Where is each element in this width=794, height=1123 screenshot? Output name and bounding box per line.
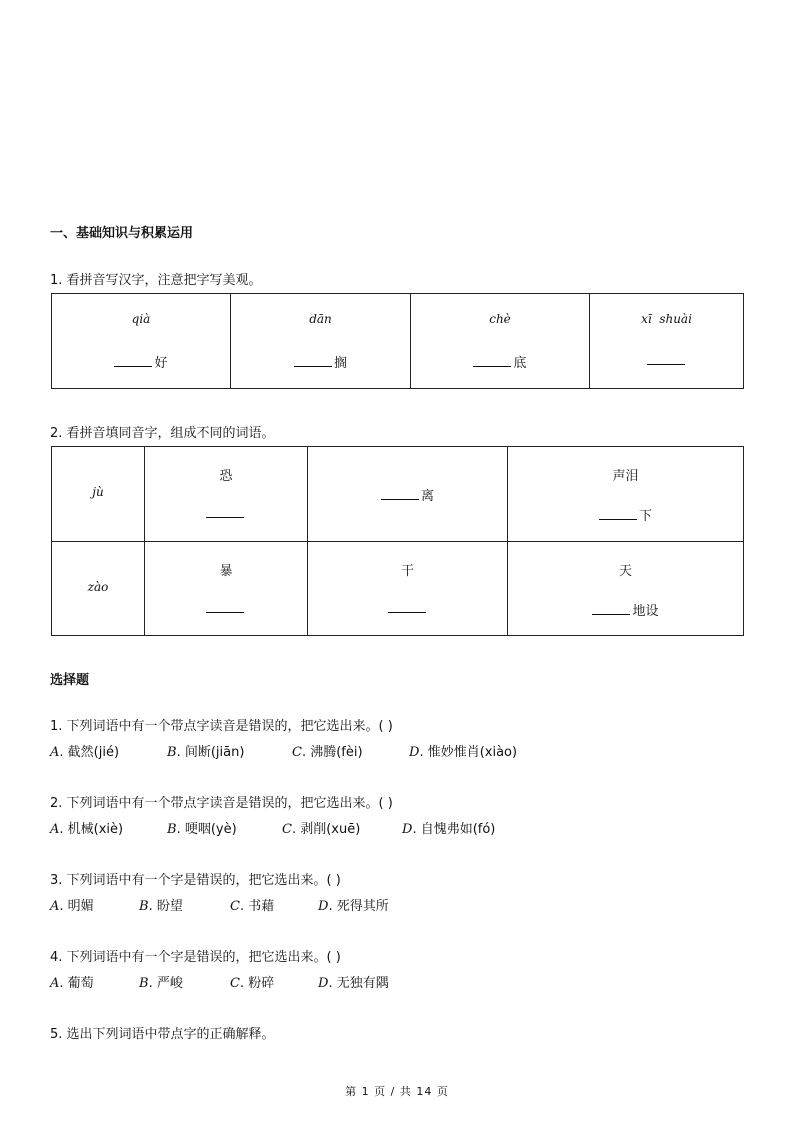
- choice-question-4-title: 4. 下列词语中有一个字是错误的，把它选出来。( ): [50, 950, 341, 965]
- choice-question-5-title: 5. 选出下列词语中带点字的正确解释。: [50, 1027, 275, 1042]
- answer-row: [308, 485, 507, 504]
- answer-suffix: 离: [420, 489, 434, 504]
- choice-question-2-options: [50, 818, 750, 836]
- answer-blank[interactable]: [206, 600, 244, 613]
- answer-row: [308, 600, 507, 617]
- pinyin-text: dān: [309, 312, 332, 326]
- word-cell: [145, 447, 308, 542]
- pinyin-cell: [52, 294, 231, 389]
- pinyin-cell: [411, 294, 590, 389]
- word-top: 干: [400, 564, 414, 579]
- pinyin-cell: [231, 294, 411, 389]
- answer-blank[interactable]: [592, 602, 630, 615]
- pinyin-text: qià: [131, 312, 151, 326]
- answer-row: [411, 352, 589, 371]
- option-a[interactable]: A. 葡萄: [50, 976, 94, 991]
- pinyin-table-1: [51, 293, 744, 389]
- option-b[interactable]: B. 盼望: [139, 899, 183, 914]
- answer-row: [508, 600, 743, 619]
- word-top: 暴: [219, 564, 233, 579]
- answer-row: [590, 352, 743, 369]
- option-a[interactable]: A. 明媚: [50, 899, 94, 914]
- option-b[interactable]: B. 严峻: [139, 976, 183, 991]
- word-cell: [308, 542, 508, 636]
- question-2-title: 2. 看拼音填同音字，组成不同的词语。: [50, 426, 275, 441]
- option-b[interactable]: B. 间断(jiān): [167, 745, 245, 760]
- option-b[interactable]: B. 哽咽(yè): [167, 822, 237, 837]
- choice-question-1-title: 1. 下列词语中有一个带点字读音是错误的，把它选出来。( ): [50, 719, 393, 734]
- answer-blank[interactable]: [114, 354, 152, 367]
- option-d[interactable]: D. 死得其所: [318, 899, 389, 914]
- choice-question-1-options: [50, 741, 750, 759]
- section-title-choice: 选择题: [50, 673, 90, 688]
- answer-blank[interactable]: [388, 600, 426, 613]
- word-cell: [145, 542, 308, 636]
- section-title-basics: 一、基础知识与积累运用: [50, 226, 194, 241]
- pinyin-text: jù: [92, 485, 104, 499]
- option-a[interactable]: A. 截然(jié): [50, 745, 120, 760]
- homophone-table: [51, 446, 744, 636]
- answer-suffix: 下: [638, 509, 652, 524]
- option-d[interactable]: D. 无独有隅: [318, 976, 389, 991]
- question-1-title: 1. 看拼音写汉字，注意把字写美观。: [50, 273, 262, 288]
- option-c[interactable]: C. 书藉: [230, 899, 275, 914]
- answer-row: [145, 600, 307, 617]
- choice-question-3-options: [50, 895, 750, 913]
- pinyin-cell: [590, 294, 744, 389]
- word-cell: [508, 542, 744, 636]
- option-c[interactable]: C. 粉碎: [230, 976, 275, 991]
- answer-blank[interactable]: [599, 507, 637, 520]
- word-cell: [508, 447, 744, 542]
- word-top: 声泪: [612, 469, 639, 484]
- answer-suffix: 地设: [632, 604, 659, 619]
- word-top: 恐: [219, 469, 233, 484]
- answer-row: [231, 352, 410, 371]
- page-footer: 第 1 页 / 共 14 页: [345, 1085, 449, 1098]
- answer-suffix: 搁: [333, 356, 347, 371]
- option-d[interactable]: D. 自愧弗如(fó): [402, 822, 496, 837]
- answer-row: [508, 505, 743, 524]
- choice-question-3-title: 3. 下列词语中有一个字是错误的，把它选出来。( ): [50, 873, 341, 888]
- answer-blank[interactable]: [294, 354, 332, 367]
- answer-blank[interactable]: [473, 354, 511, 367]
- option-a[interactable]: A. 机械(xiè): [50, 822, 124, 837]
- choice-question-2-title: 2. 下列词语中有一个带点字读音是错误的，把它选出来。( ): [50, 796, 393, 811]
- option-d[interactable]: D. 惟妙惟肖(xiào): [409, 745, 518, 760]
- word-top: 天: [618, 564, 632, 579]
- answer-suffix: 底: [513, 356, 527, 371]
- answer-row: [52, 352, 230, 371]
- pinyin-text: chè: [489, 312, 511, 326]
- answer-blank[interactable]: [206, 505, 244, 518]
- word-cell: [308, 447, 508, 542]
- answer-row: [145, 505, 307, 522]
- pinyin-text: xī shuài: [641, 312, 692, 326]
- pinyin-label-cell: [52, 447, 145, 542]
- pinyin-label-cell: [52, 542, 145, 636]
- answer-suffix: 好: [154, 356, 168, 371]
- answer-blank[interactable]: [647, 352, 685, 365]
- answer-blank[interactable]: [381, 487, 419, 500]
- pinyin-text: zào: [87, 580, 109, 594]
- choice-question-4-options: [50, 972, 750, 990]
- option-c[interactable]: C. 沸腾(fèi): [292, 745, 363, 760]
- option-c[interactable]: C. 剥削(xuē): [282, 822, 361, 837]
